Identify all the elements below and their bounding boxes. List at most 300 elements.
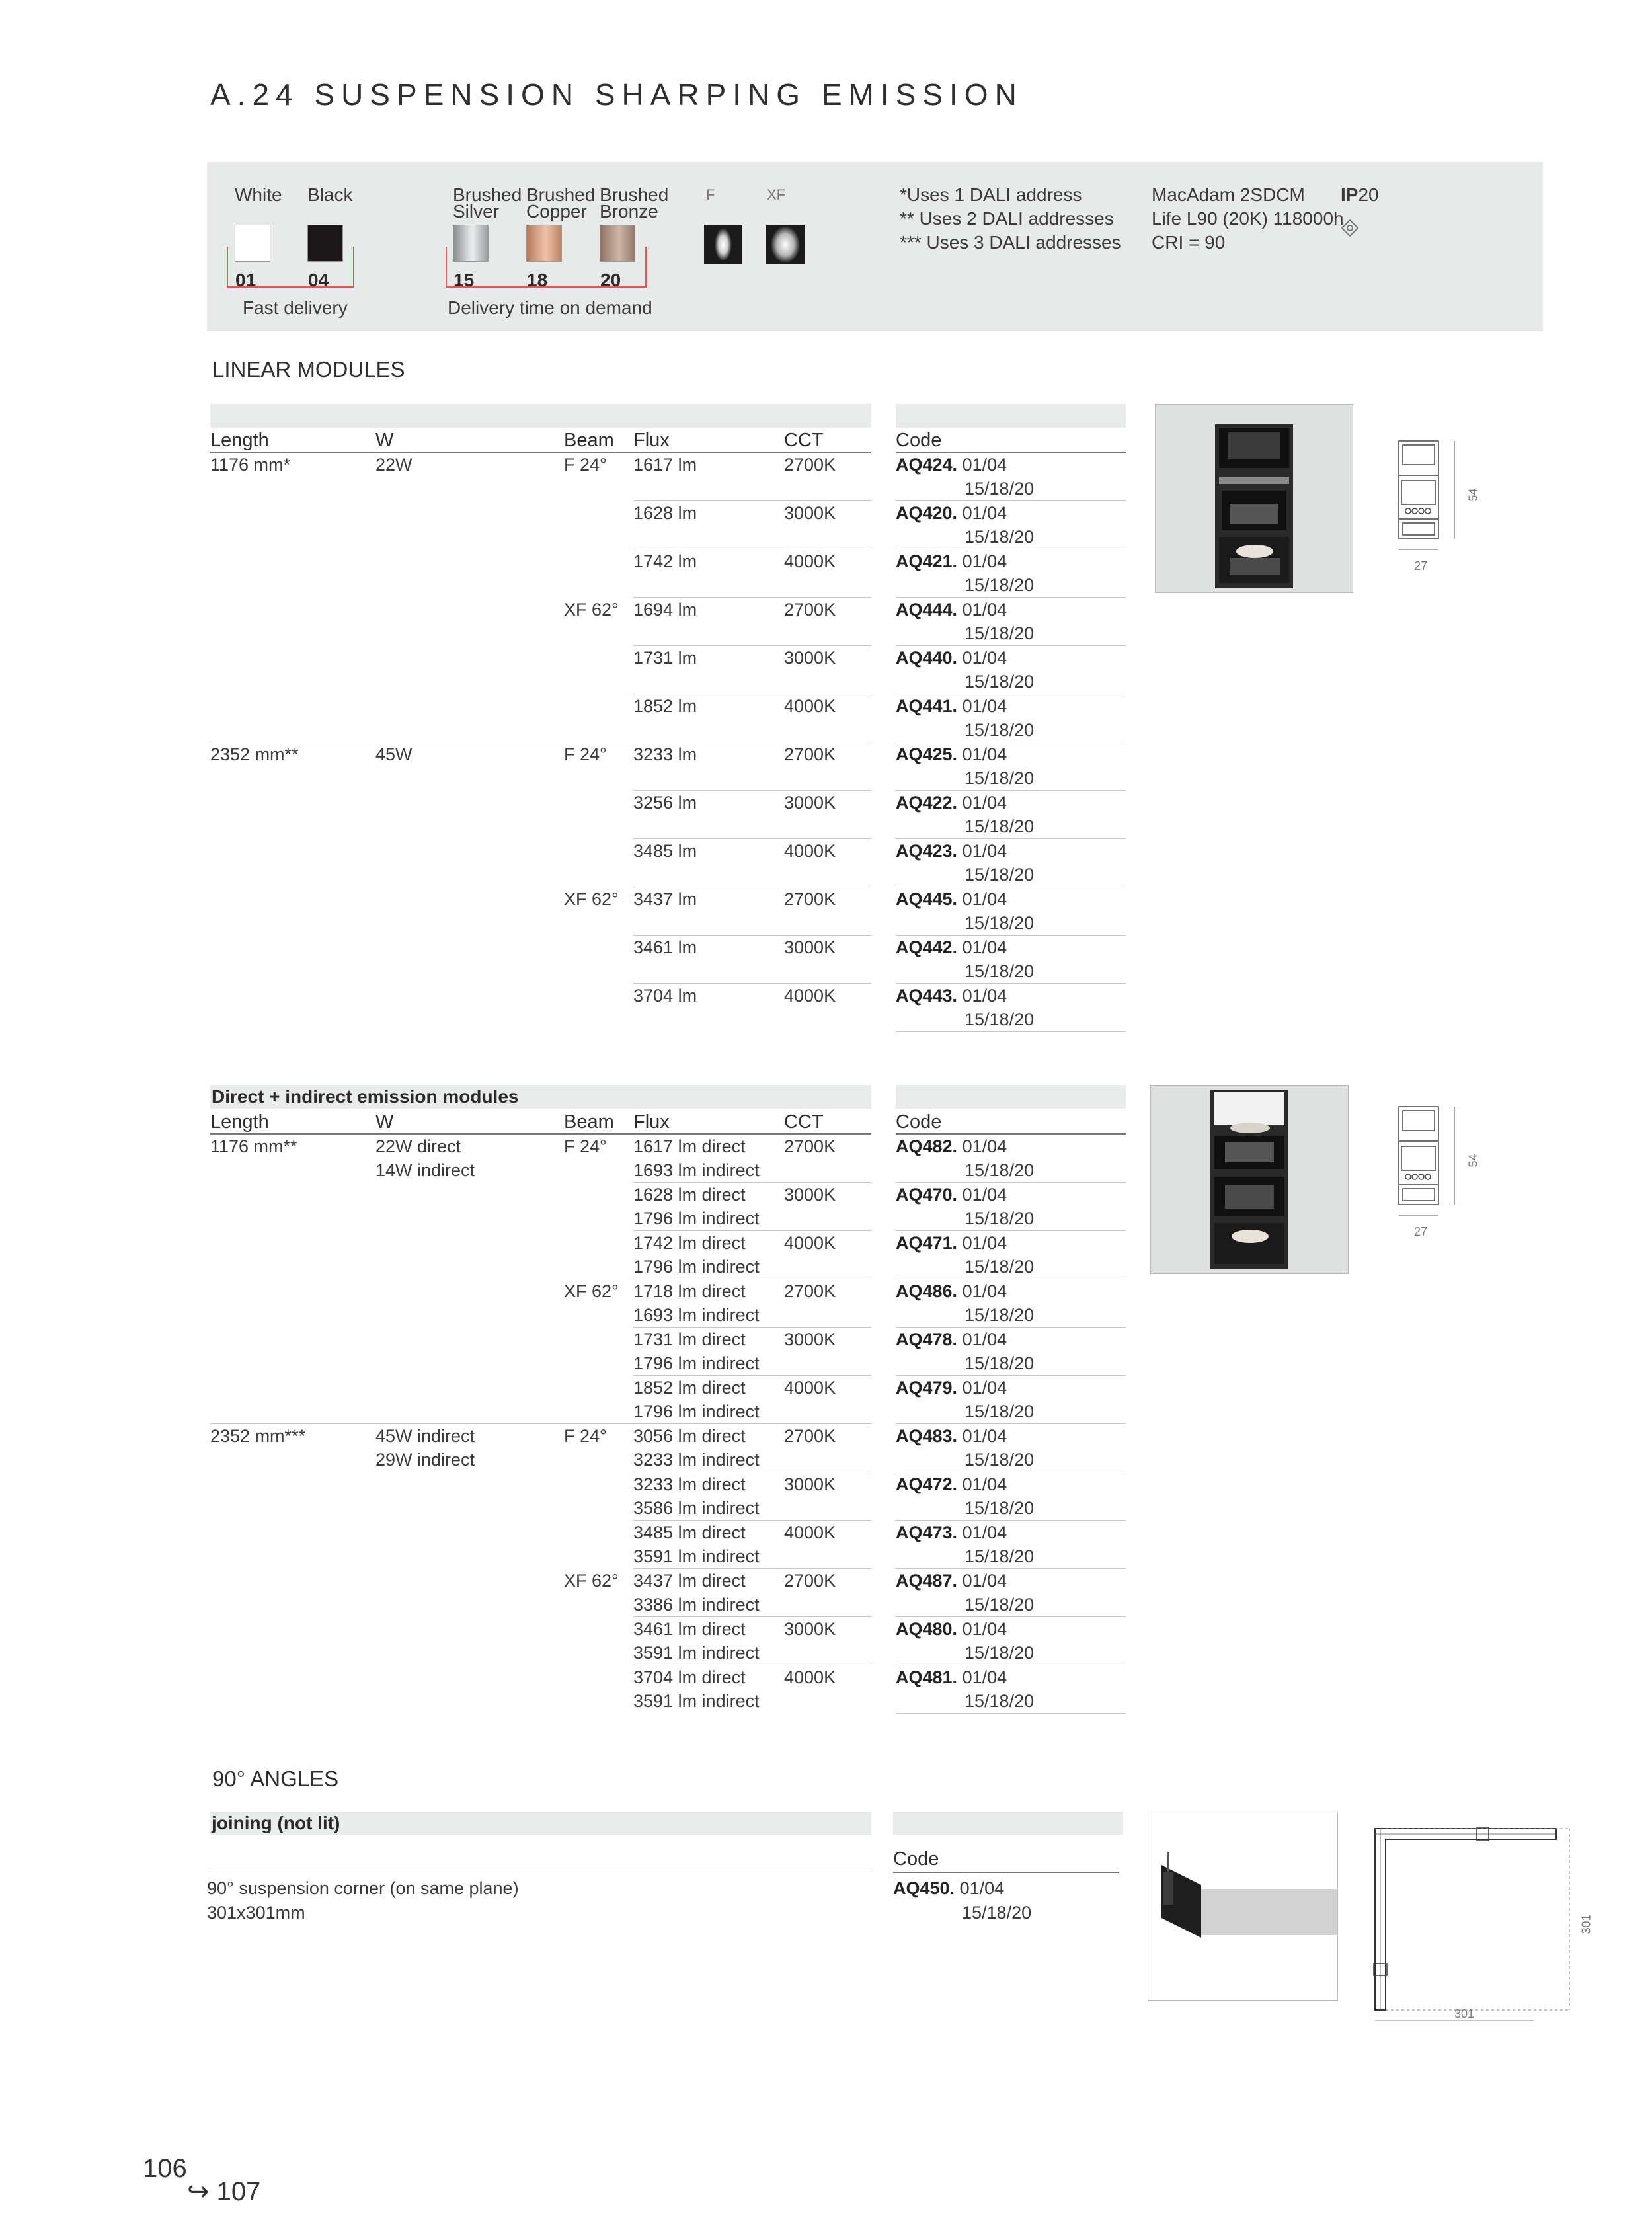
code-row xyxy=(896,1424,1126,1472)
linear-dim-width: 27 xyxy=(1414,559,1428,573)
white-code: 01 xyxy=(235,270,256,290)
flux-cell xyxy=(633,1472,784,1521)
angles-desc: 90° suspension corner (on same plane) xyxy=(207,1878,519,1898)
flux-indirect: 3591 lm indirect xyxy=(633,1643,760,1663)
code-finish-1: 01/04 xyxy=(962,889,1007,909)
beam-xf-icon xyxy=(766,225,805,264)
watt-cell xyxy=(375,1472,564,1521)
angles-code-divider xyxy=(893,1872,1119,1873)
code-finish-1: 01/04 xyxy=(962,1667,1007,1687)
code-main: AQ480. xyxy=(896,1619,958,1639)
code-row xyxy=(896,694,1126,742)
code-finish-2: 15/18/20 xyxy=(964,575,1035,595)
code-row xyxy=(896,1521,1126,1569)
code-main: AQ421. xyxy=(896,551,958,571)
angles-code-header: Code xyxy=(893,1849,939,1870)
cct-cell: 4000K xyxy=(784,1521,871,1569)
code-row xyxy=(896,742,1126,791)
length-cell: 2352 mm*** xyxy=(210,1424,375,1472)
length-cell xyxy=(210,936,375,984)
flux-cell: 3233 lm xyxy=(633,742,784,791)
black-code: 04 xyxy=(308,270,329,290)
driver-icon xyxy=(1341,219,1359,241)
code-main: AQ422. xyxy=(896,793,958,813)
length-cell xyxy=(210,1279,375,1328)
code-finish-1: 01/04 xyxy=(962,986,1007,1006)
code-finish-1: 01/04 xyxy=(962,600,1007,619)
flux-direct: 3704 lm direct xyxy=(633,1667,746,1687)
table-row xyxy=(210,1134,871,1183)
code-main: AQ479. xyxy=(896,1378,958,1398)
beam-cell: XF 62° xyxy=(564,1570,619,1591)
angles-code-finish-1: 01/04 xyxy=(959,1878,1005,1898)
bronze-code: 20 xyxy=(600,270,621,290)
direct-section-title: Direct + indirect emission modules xyxy=(212,1086,519,1107)
code-main: AQ470. xyxy=(896,1185,958,1205)
code-finish-1: 01/04 xyxy=(962,1185,1007,1205)
angles-dim-width: 301 xyxy=(1454,2007,1475,2020)
cri-note: CRI = 90 xyxy=(1152,232,1226,253)
cct-cell: 3000K xyxy=(784,501,871,549)
code-main: AQ473. xyxy=(896,1523,958,1542)
code-row xyxy=(896,1617,1126,1665)
flux-cell xyxy=(633,1231,784,1279)
code-finish-1: 01/04 xyxy=(962,1619,1007,1639)
code-finish-1: 01/04 xyxy=(962,648,1007,668)
watt-cell xyxy=(375,1665,564,1714)
code-finish-2: 15/18/20 xyxy=(964,1257,1035,1277)
code-finish-1: 01/04 xyxy=(962,1330,1007,1349)
angles-section-title: 90° ANGLES xyxy=(212,1767,339,1791)
code-cell xyxy=(896,1569,1126,1617)
beam-cell xyxy=(564,1328,633,1376)
code-main: AQ482. xyxy=(896,1136,958,1156)
table-row xyxy=(210,694,871,742)
watt-cell xyxy=(375,694,564,742)
beam-cell: F 24° xyxy=(564,455,607,475)
code-row xyxy=(896,1134,1126,1183)
code-row xyxy=(896,936,1126,984)
length-cell xyxy=(210,887,375,936)
flux-cell: 1628 lm xyxy=(633,501,784,549)
code-main: AQ444. xyxy=(896,600,958,619)
flux-indirect: 1796 lm indirect xyxy=(633,1209,760,1228)
code-finish-2: 15/18/20 xyxy=(964,479,1035,498)
cct-cell: 2700K xyxy=(784,598,871,646)
length-cell xyxy=(210,1231,375,1279)
code-finish-1: 01/04 xyxy=(962,455,1007,475)
code-finish-2: 15/18/20 xyxy=(964,1595,1035,1614)
flux-indirect: 1693 lm indirect xyxy=(633,1160,760,1180)
beam-cell xyxy=(564,1521,633,1569)
code-finish-2: 15/18/20 xyxy=(964,865,1035,885)
flux-cell xyxy=(633,1376,784,1424)
length-cell xyxy=(210,598,375,646)
watt-cell xyxy=(375,936,564,984)
flux-direct: 1718 lm direct xyxy=(633,1281,746,1301)
angles-corner-drawing xyxy=(1371,1825,1583,2026)
beam-cell: XF 62° xyxy=(564,599,619,619)
cct-cell: 3000K xyxy=(784,1617,871,1665)
beam-cell: F 24° xyxy=(564,742,633,791)
code-cell xyxy=(896,984,1126,1032)
beam-cell xyxy=(564,1472,633,1521)
code-cell xyxy=(896,1231,1126,1279)
code-finish-1: 01/04 xyxy=(962,503,1007,523)
angles-size: 301x301mm xyxy=(207,1903,305,1923)
code-finish-2: 15/18/20 xyxy=(964,623,1035,643)
beam-cell xyxy=(564,984,633,1032)
beam-f-icon xyxy=(704,225,742,264)
dali-note-1: *Uses 1 DALI address xyxy=(900,184,1082,205)
length-cell: 2352 mm** xyxy=(210,742,375,791)
code-cell xyxy=(896,742,1126,791)
page-title: A.24 SUSPENSION SHARPING EMISSION xyxy=(210,77,1023,112)
code-main: AQ423. xyxy=(896,841,958,861)
code-cell xyxy=(896,452,1126,501)
length-cell xyxy=(210,1569,375,1617)
direct-table xyxy=(210,1111,871,1713)
code-finish-2: 15/18/20 xyxy=(964,1402,1035,1421)
direct-profile-drawing xyxy=(1394,1104,1466,1240)
watt-cell xyxy=(375,1424,564,1472)
linear-code-table xyxy=(896,429,1126,1032)
code-cell xyxy=(896,1665,1126,1714)
cct-cell: 3000K xyxy=(784,1328,871,1376)
code-main: AQ424. xyxy=(896,455,958,475)
code-cell xyxy=(896,1376,1126,1424)
code-finish-1: 01/04 xyxy=(962,696,1007,716)
code-finish-1: 01/04 xyxy=(962,1426,1007,1446)
code-cell xyxy=(896,1472,1126,1521)
watt-cell xyxy=(375,1328,564,1376)
beam-cell xyxy=(564,1183,633,1231)
beam-cell xyxy=(564,694,633,742)
beam-cell xyxy=(564,1665,633,1714)
watt-cell xyxy=(375,791,564,839)
next-page-link[interactable] xyxy=(187,2176,260,2207)
code-row xyxy=(896,598,1126,646)
table-row xyxy=(210,1665,871,1714)
code-finish-1: 01/04 xyxy=(962,793,1007,813)
length-cell xyxy=(210,1472,375,1521)
cct-cell: 2700K xyxy=(784,1279,871,1328)
code-main: AQ443. xyxy=(896,986,958,1006)
fast-delivery-label: Fast delivery xyxy=(243,298,348,318)
code-row xyxy=(896,887,1126,936)
cct-cell: 4000K xyxy=(784,984,871,1032)
code-cell xyxy=(896,1424,1126,1472)
code-main: AQ442. xyxy=(896,937,958,957)
code-cell xyxy=(896,501,1126,549)
cct-cell: 4000K xyxy=(784,1376,871,1424)
code-cell xyxy=(896,887,1126,936)
code-row xyxy=(896,452,1126,501)
code-finish-1: 01/04 xyxy=(962,937,1007,957)
on-demand-label: Delivery time on demand xyxy=(448,298,652,318)
cct-cell: 2700K xyxy=(784,1136,836,1156)
bronze-label-2: Bronze xyxy=(600,201,658,221)
watt-cell xyxy=(375,1134,564,1183)
macadam-note: MacAdam 2SDCM xyxy=(1152,184,1305,205)
code-row xyxy=(896,984,1126,1032)
beam-cell xyxy=(564,1231,633,1279)
code-finish-1: 01/04 xyxy=(962,1474,1007,1494)
cct-cell: 3000K xyxy=(784,646,871,694)
code-cell xyxy=(896,1279,1126,1328)
angles-product-photo xyxy=(1148,1812,1338,2001)
linear-dim-height: 54 xyxy=(1466,488,1480,502)
next-arrow-icon: ↪ xyxy=(187,2177,210,2206)
watt-cell xyxy=(375,549,564,598)
cct-cell: 2700K xyxy=(784,455,836,475)
watt-line-2: 29W indirect xyxy=(375,1450,475,1470)
code-main: AQ472. xyxy=(896,1474,958,1494)
cct-cell: 3000K xyxy=(784,791,871,839)
angles-code-finish-2: 15/18/20 xyxy=(962,1903,1032,1923)
table-row xyxy=(210,984,871,1032)
beam-cell xyxy=(564,1376,633,1424)
code-finish-2: 15/18/20 xyxy=(964,816,1035,836)
silver-label-2: Silver xyxy=(453,201,500,221)
direct-dim-width: 27 xyxy=(1414,1225,1428,1238)
finish-black-label: Black xyxy=(307,184,353,205)
watt-line-1: 22W direct xyxy=(375,1136,461,1156)
direct-product-photo xyxy=(1150,1085,1349,1274)
flux-direct: 3233 lm direct xyxy=(633,1474,746,1494)
length-cell xyxy=(210,791,375,839)
flux-cell: 3461 lm xyxy=(633,936,784,984)
code-cell xyxy=(896,646,1126,694)
code-cell xyxy=(896,1134,1126,1183)
cct-cell: 4000K xyxy=(784,1665,871,1714)
watt-cell xyxy=(375,598,564,646)
flux-cell: 3485 lm xyxy=(633,839,784,887)
linear-product-photo xyxy=(1155,404,1353,593)
code-row xyxy=(896,1472,1126,1521)
col-beam: Beam xyxy=(564,1111,633,1134)
watt-cell xyxy=(375,1569,564,1617)
code-row xyxy=(896,1376,1126,1424)
code-finish-1: 01/04 xyxy=(962,1523,1007,1542)
flux-cell: 1694 lm xyxy=(633,598,784,646)
code-cell xyxy=(896,791,1126,839)
code-cell xyxy=(896,1183,1126,1231)
flux-cell xyxy=(633,1665,784,1714)
length-cell xyxy=(210,839,375,887)
code-finish-1: 01/04 xyxy=(962,1136,1007,1156)
flux-direct: 1742 lm direct xyxy=(633,1233,746,1253)
code-row xyxy=(896,501,1126,549)
code-cell xyxy=(896,936,1126,984)
cct-cell: 2700K xyxy=(784,1569,871,1617)
flux-indirect: 1796 lm indirect xyxy=(633,1257,760,1277)
table-row xyxy=(210,501,871,549)
col-w: W xyxy=(375,1111,564,1134)
flux-indirect: 3591 lm indirect xyxy=(633,1546,760,1566)
cct-cell: 2700K xyxy=(784,887,871,936)
flux-cell xyxy=(633,1279,784,1328)
flux-cell xyxy=(633,1134,784,1183)
watt-cell xyxy=(375,501,564,549)
length-cell xyxy=(210,1183,375,1231)
direct-code-header-bar xyxy=(896,1085,1126,1109)
code-finish-2: 15/18/20 xyxy=(964,1010,1035,1029)
ip-number: 20 xyxy=(1358,184,1379,205)
watt-cell xyxy=(375,1183,564,1231)
code-finish-2: 15/18/20 xyxy=(964,1498,1035,1518)
watt-cell xyxy=(375,646,564,694)
flux-cell: 1852 lm xyxy=(633,694,784,742)
length-cell xyxy=(210,501,375,549)
col-cct: CCT xyxy=(784,1111,871,1134)
flux-cell: 1731 lm xyxy=(633,646,784,694)
copper-label-2: Copper xyxy=(526,201,587,221)
copper-code: 18 xyxy=(527,270,548,290)
bronze-label-1: Brushed xyxy=(600,184,669,205)
length-cell xyxy=(210,549,375,598)
code-finish-2: 15/18/20 xyxy=(964,527,1035,547)
code-finish-2: 15/18/20 xyxy=(964,1643,1035,1663)
code-cell xyxy=(896,1328,1126,1376)
code-finish-1: 01/04 xyxy=(962,1233,1007,1253)
cct-cell: 4000K xyxy=(784,694,871,742)
col-code: Code xyxy=(896,1111,1126,1134)
flux-direct: 1731 lm direct xyxy=(633,1330,746,1349)
col-length: Length xyxy=(210,429,375,452)
flux-indirect: 3591 lm indirect xyxy=(633,1691,760,1711)
beam-cell xyxy=(564,936,633,984)
flux-cell xyxy=(633,1424,784,1472)
code-finish-1: 01/04 xyxy=(962,744,1007,764)
watt-line-2: 14W indirect xyxy=(375,1160,475,1180)
cct-cell: 3000K xyxy=(784,1183,871,1231)
flux-indirect: 1693 lm indirect xyxy=(633,1305,760,1325)
flux-direct: 3056 lm direct xyxy=(633,1426,746,1446)
silver-code: 15 xyxy=(453,270,475,290)
col-w: W xyxy=(375,429,564,452)
table-row xyxy=(210,936,871,984)
angles-code xyxy=(893,1880,1004,1897)
watt-cell: 45W xyxy=(375,742,564,791)
code-finish-1: 01/04 xyxy=(962,1281,1007,1301)
code-cell xyxy=(896,598,1126,646)
length-cell xyxy=(210,694,375,742)
code-main: AQ483. xyxy=(896,1426,958,1446)
watt-cell xyxy=(375,1376,564,1424)
watt-cell: 22W xyxy=(375,455,413,475)
flux-cell xyxy=(633,1521,784,1569)
flux-direct: 3485 lm direct xyxy=(633,1523,746,1542)
flux-cell xyxy=(633,1617,784,1665)
dali-note-3: *** Uses 3 DALI addresses xyxy=(900,232,1121,253)
linear-section-title: LINEAR MODULES xyxy=(212,357,405,381)
flux-cell: 3437 lm xyxy=(633,887,784,936)
table-row xyxy=(210,646,871,694)
angles-sub-title: joining (not lit) xyxy=(212,1813,340,1833)
beam-cell: XF 62° xyxy=(564,1281,619,1301)
code-cell xyxy=(896,839,1126,887)
code-finish-1: 01/04 xyxy=(962,551,1007,571)
length-cell xyxy=(210,984,375,1032)
direct-dim-height: 54 xyxy=(1466,1154,1480,1168)
table-row xyxy=(210,1376,871,1424)
code-cell xyxy=(896,1521,1126,1569)
length-cell xyxy=(210,1521,375,1569)
code-cell xyxy=(896,1617,1126,1665)
angles-code-main: AQ450. xyxy=(893,1878,955,1898)
code-row xyxy=(896,646,1126,694)
code-finish-2: 15/18/20 xyxy=(964,672,1035,692)
flux-cell: 3704 lm xyxy=(633,984,784,1032)
table-row xyxy=(210,1328,871,1376)
flux-cell: 1742 lm xyxy=(633,549,784,598)
flux-direct: 1617 lm direct xyxy=(633,1136,746,1156)
flux-cell xyxy=(633,1569,784,1617)
code-main: AQ425. xyxy=(896,744,958,764)
cct-cell: 4000K xyxy=(784,549,871,598)
beam-cell: F 24° xyxy=(564,1424,633,1472)
code-row xyxy=(896,1665,1126,1714)
table-row xyxy=(210,452,871,501)
table-row xyxy=(210,1521,871,1569)
code-main: AQ441. xyxy=(896,696,958,716)
flux-indirect: 3586 lm indirect xyxy=(633,1498,760,1518)
linear-header-bar xyxy=(210,404,871,428)
next-page-number: 107 xyxy=(216,2177,261,2206)
table-row xyxy=(210,1424,871,1472)
table-row xyxy=(210,1617,871,1665)
linear-table xyxy=(210,429,871,1031)
code-main: AQ471. xyxy=(896,1233,958,1253)
code-row xyxy=(896,1231,1126,1279)
table-row xyxy=(210,598,871,646)
code-finish-2: 15/18/20 xyxy=(964,768,1035,788)
cct-cell: 2700K xyxy=(784,742,871,791)
code-finish-1: 01/04 xyxy=(962,1571,1007,1591)
table-row xyxy=(210,1231,871,1279)
flux-indirect: 3233 lm indirect xyxy=(633,1450,760,1470)
code-finish-2: 15/18/20 xyxy=(964,1353,1035,1373)
length-cell xyxy=(210,1665,375,1714)
code-row xyxy=(896,791,1126,839)
col-flux: Flux xyxy=(633,1111,784,1134)
col-cct: CCT xyxy=(784,429,871,452)
code-row xyxy=(896,1183,1126,1231)
ip-rating xyxy=(1341,186,1379,204)
beam-cell xyxy=(564,791,633,839)
flux-cell: 1617 lm xyxy=(633,455,697,475)
col-beam: Beam xyxy=(564,429,633,452)
dali-note-2: ** Uses 2 DALI addresses xyxy=(900,208,1114,229)
code-main: AQ487. xyxy=(896,1571,958,1591)
flux-indirect: 1796 lm indirect xyxy=(633,1353,760,1373)
length-cell xyxy=(210,1328,375,1376)
cct-cell: 3000K xyxy=(784,936,871,984)
page-number: 106 xyxy=(143,2154,187,2183)
code-finish-2: 15/18/20 xyxy=(964,1450,1035,1470)
beam-cell xyxy=(564,839,633,887)
flux-indirect: 3386 lm indirect xyxy=(633,1595,760,1614)
beam-cell xyxy=(564,646,633,694)
code-main: AQ420. xyxy=(896,503,958,523)
code-finish-2: 15/18/20 xyxy=(964,1546,1035,1566)
table-row xyxy=(210,887,871,936)
beam-cell xyxy=(564,549,633,598)
code-row xyxy=(896,549,1126,598)
flux-direct: 1628 lm direct xyxy=(633,1185,746,1205)
code-finish-2: 15/18/20 xyxy=(964,913,1035,933)
